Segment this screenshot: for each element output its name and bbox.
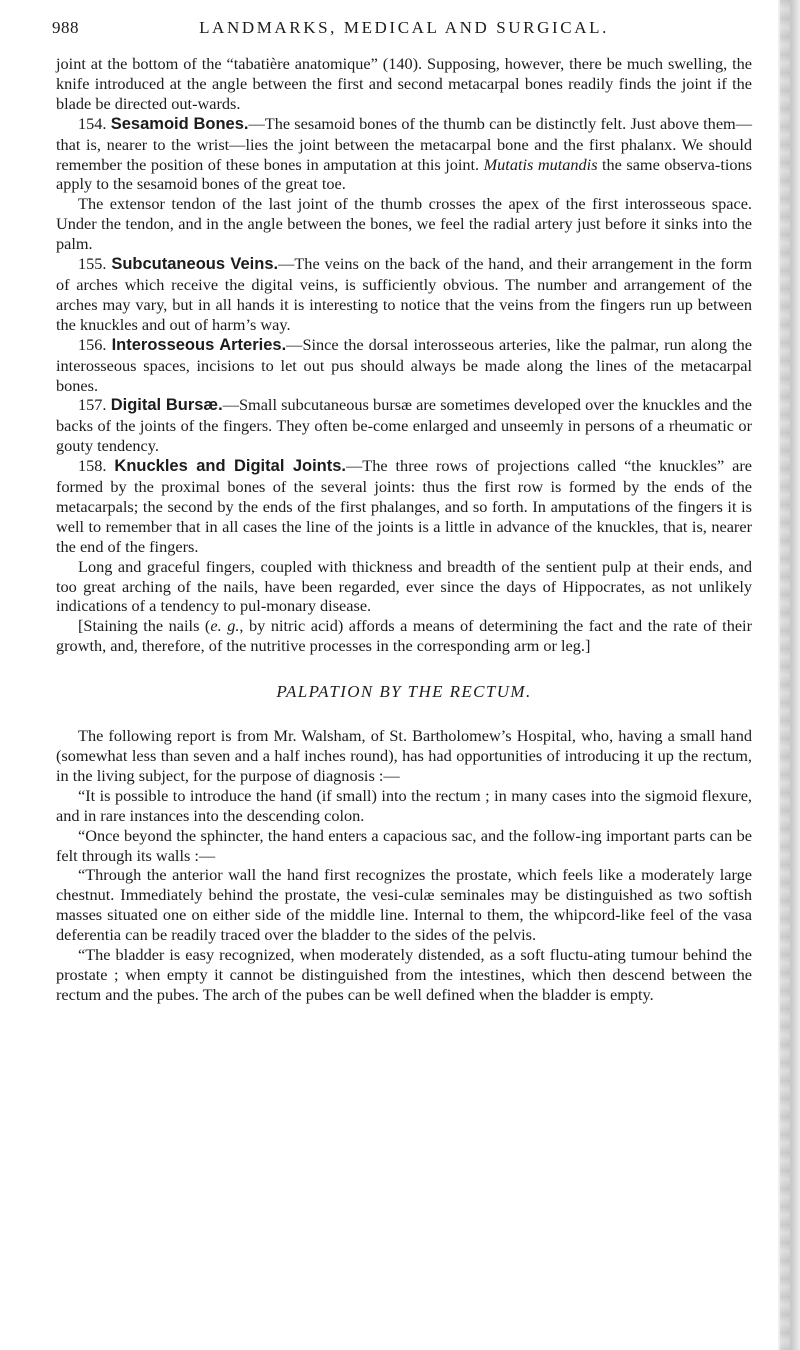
section-158 bbox=[56, 456, 752, 557]
section-number: 157. bbox=[78, 395, 107, 415]
section-155 bbox=[56, 254, 752, 335]
paragraph: The following report is from Mr. Walsham, of St. Bartholomew’s Hospital, who, having a small hand (somewhat less than seven and a half inches round), has had opportunities of introducing it up the rectum, in the living subject, for the purpose of diagnosis :— bbox=[56, 726, 752, 785]
section-heading-digital-bursae: Digital Bursæ. bbox=[110, 396, 223, 415]
section-text: —The three rows of projections called “the knuckles” are formed by the proximal bones of the several joints: thus the first row is formed by the ends of the metacarpals; the second by the ends of the first phalanges, and so forth. In amputations of the fingers it is well to remember that in all cases the line of the joints is a little in advance of the knuckles, that is, nearer the end of the fingers. bbox=[56, 456, 753, 556]
section-number: 156. bbox=[78, 334, 107, 354]
paragraph: “Through the anterior wall the hand first recognizes the prostate, which feels like a moderately large chestnut. Immediately behind the prostate, the vesi-culæ seminales may be distinguished as two softish masses situated one on either side of the middle line. Internal to them, the whipcord-like feel of the vasa deferentia can be readily traced over the bladder to the sides of the pelvis. bbox=[56, 865, 752, 945]
section-154 bbox=[56, 114, 752, 195]
paragraph-continuation: joint at the bottom of the “tabatière anatomique” (140). Supposing, however, there be much swelling, the knife introduced at the angle between the first and second metacarpal bones readily finds the joint if the blade be directed out-wards. bbox=[56, 54, 752, 113]
running-title: LANDMARKS, MEDICAL AND SURGICAL. bbox=[199, 18, 609, 37]
section-heading-subcutaneous-veins: Subcutaneous Veins. bbox=[111, 255, 279, 274]
italic-phrase: e. g. bbox=[210, 616, 240, 636]
paragraph: Long and graceful fingers, coupled with thickness and breadth of the sentient pulp at their ends, and too great arching of the nails, have been regarded, ever since the days of Hippocrates, as not unlikely indications of a tendency to pul-monary disease. bbox=[56, 556, 752, 616]
page-edge-texture bbox=[780, 0, 790, 1350]
section-heading-knuckles: Knuckles and Digital Joints. bbox=[114, 457, 347, 476]
text-run: [Staining the nails ( bbox=[78, 616, 211, 636]
section-number: 158. bbox=[78, 456, 107, 476]
paragraph: “The bladder is easy recognized, when moderately distended, as a soft fluctu-ating tumour behind the prostate ; when empty it cannot be distinguished from the intestines, which then descend between the rectum and the pubes. The arch of the pubes can be well defined when the bladder is empty. bbox=[56, 945, 752, 1004]
section-number: 154. bbox=[78, 113, 107, 133]
page-number: 988 bbox=[52, 18, 79, 37]
section-text: —Since the dorsal interosseous arteries, like the palmar, run along the interosseous spaces, incisions to let out pus should always be made along the lines of the metacarpal bones. bbox=[56, 334, 752, 395]
chapter-subheading: PALPATION BY THE RECTUM. bbox=[276, 682, 532, 702]
italic-phrase: Mutatis mutandis bbox=[483, 154, 598, 174]
section-heading-interosseous-arteries: Interosseous Arteries. bbox=[111, 335, 287, 354]
running-header bbox=[52, 18, 756, 40]
text-run: , by nitric acid) affords a means of determining the fact and the rate of their growth, and, therefore, of the nutritive processes in the corresponding arm or leg.] bbox=[56, 616, 753, 656]
paragraph: “Once beyond the sphincter, the hand enters a capacious sac, and the follow-ing important parts can be felt through its walls :— bbox=[56, 825, 752, 865]
paragraph: The extensor tendon of the last joint of the thumb crosses the apex of the first interosseous space. Under the tendon, and in the angle between the bones, we feel the radial artery just before it sinks into the palm. bbox=[56, 194, 752, 254]
section-text: —The veins on the back of the hand, and their arrangement in the form of arches which receive the digital veins, is sufficiently obvious. The number and arrangement of the arches may vary, but in all hands it is interesting to notice that the veins from the fingers run up between the knuckles and out of harm’s way. bbox=[56, 254, 752, 334]
section-157 bbox=[56, 395, 752, 456]
paragraph: “It is possible to introduce the hand (if small) into the rectum ; in many cases into the sigmoid flexure, and in rare instances into the descending colon. bbox=[56, 785, 752, 825]
paragraph-bracketed bbox=[56, 616, 752, 656]
section-text: —The sesamoid bones of the thumb can be distinctly felt. Just above them—that is, nearer to the wrist—lies the joint between the metacarpal bone and the first phalanx. We should remember the position of these bones in amputation at this joint. bbox=[56, 113, 752, 174]
page-body bbox=[56, 54, 752, 1005]
section-number: 155. bbox=[78, 254, 107, 274]
section-text: —Small subcutaneous bursæ are sometimes developed over the knuckles and the backs of the joints of the fingers. They often be-come enlarged and unseemly in persons of a rheumatic or gouty tendency. bbox=[56, 395, 753, 456]
section-text-cont: the same observa-tions apply to the sesamoid bones of the great toe. bbox=[56, 154, 752, 194]
section-156 bbox=[56, 335, 752, 396]
section-heading-sesamoid-bones: Sesamoid Bones. bbox=[110, 114, 249, 133]
